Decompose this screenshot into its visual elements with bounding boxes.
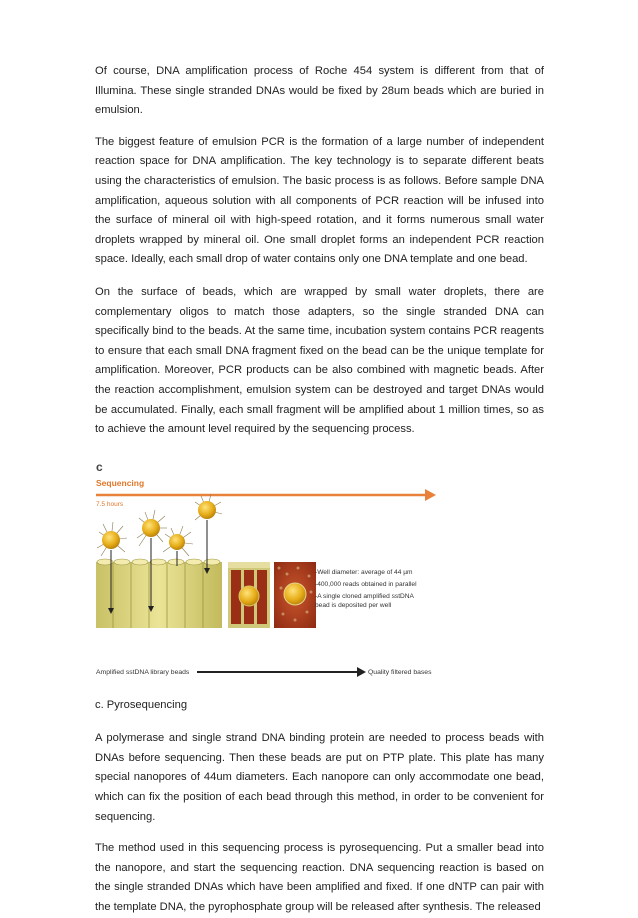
- figure-panel-letter: c: [96, 459, 103, 474]
- paragraph-roche-454: Of course, DNA amplification process of Roche 454 system is different from that of Illumina. These single stranded DNAs would be fixed by 28um beads which are buried in emulsion.: [95, 65, 544, 117]
- paragraph-emulsion-pcr: The biggest feature of emulsion PCR is the formation of a large number of independent reaction space for DNA amplification. The key technology is to separate different beats using the characteristics of emulsion. The basic process is as follows. Before sample DNA amplification, aqueous solution with all components of PCR reaction will be infused into the surface of mineral oil with high-speed rotation, and it forms numerous small water droplets wrapped by mineral oil. One small droplet forms an independent PCR reaction space. Ideally, each small drop of water contains only one DNA template and one bead.: [95, 135, 544, 266]
- paragraph-ptp-plate: A polymerase and single strand DNA binding protein are needed to process beads with DNAs before sequencing. Then these beads are put on PTP plate. This plate has many special nanopores of 44um diameters. Each nanopore can only accommodate one bead, which can fix the position of each bead through this method, in order to be convenient for sequencing.: [95, 732, 544, 823]
- paragraph-pyrosequencing-method: The method used in this sequencing process is pyrosequencing. Put a smaller bead into the nanopore, and start the sequencing reaction. DNA sequencing reaction is based on the single stranded DNAs which have been amplified and fixed. If one dNTP can pair with the template DNA, the pyrophosphate group will be released after synthesis. The released: [95, 842, 544, 914]
- figure-stage-label: Sequencing: [96, 477, 145, 488]
- document-page: [95, 62, 544, 918]
- well-block: [96, 559, 222, 628]
- figure-note-reads: -400,000 reads obtained in parallel: [315, 580, 417, 588]
- figure-note-single-bead-1: -A single cloned amplified sstDNA: [315, 592, 414, 600]
- figure-label-filtered-bases: Quality filtered bases: [368, 668, 432, 676]
- figure-note-well-diameter: -Well diameter: average of 44 µm: [315, 568, 413, 576]
- section-heading-pyrosequencing: c. Pyrosequencing: [95, 698, 188, 711]
- timeline-arrow: [96, 489, 436, 501]
- figure-note-single-bead-2: bead is deposited per well: [315, 601, 392, 609]
- process-arrow: [197, 667, 366, 677]
- paragraph-bead-surface: On the surface of beads, which are wrapped by small water droplets, there are complementary oligos to match those adapters, so the single stranded DNA can specifically bind to the beads. At the same time, incubation system contains PCR reagents to ensure that each small DNA fragment fixed on the bead can be the unique template for amplification. Moreover, PCR products can be also combined with magnetic beads. After the reaction accomplishment, emulsion system can be destroyed and target DNAs would be accumulated. Finally, each small fragment will be amplified about 1 million times, so as to achieve the amount level required by the sequencing process.: [95, 285, 544, 436]
- sequencing-figure: [95, 458, 440, 686]
- plate-view-left: [228, 562, 270, 628]
- figure-label-library-beads: Amplified sstDNA library beads: [96, 668, 190, 676]
- figure-time-label: 7.5 hours: [96, 500, 124, 508]
- plate-view-right: [274, 562, 316, 628]
